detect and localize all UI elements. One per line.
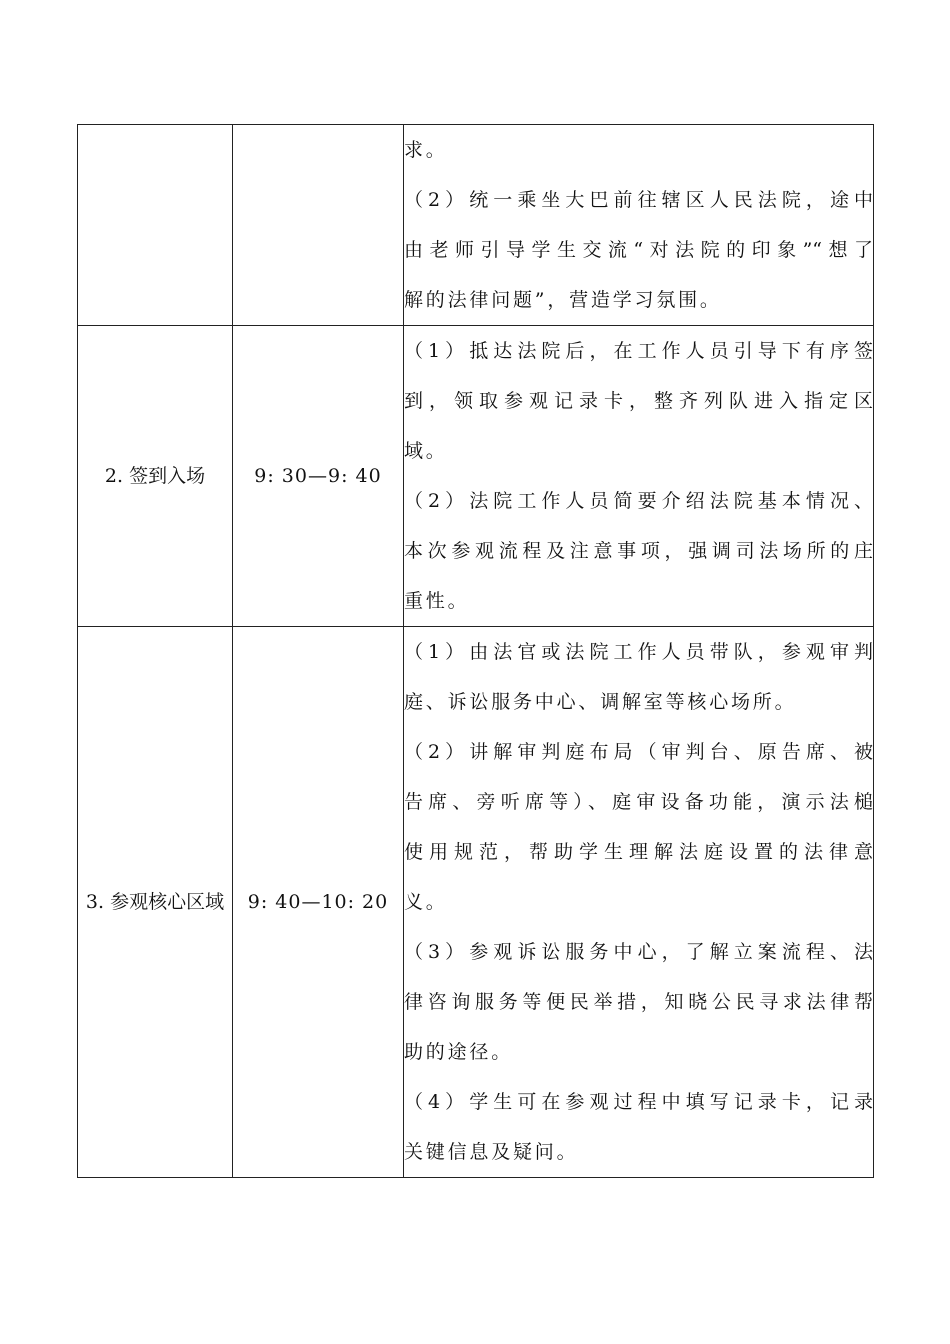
content-line: 重性。 [404, 590, 470, 612]
time-cell [233, 125, 404, 326]
time-cell: 9: 40—10: 20 [233, 627, 404, 1178]
content-line: （1）由法官或法院工作人员带队，参观审判 [404, 641, 873, 663]
content-line: （2）法院工作人员简要介绍法院基本情况、 [404, 490, 873, 512]
content-line: 本次参观流程及注意事项，强调司法场所的庄 [404, 540, 873, 562]
content-line: 庭、诉讼服务中心、调解室等核心场所。 [404, 691, 797, 713]
stage-cell [78, 125, 233, 326]
content-line: 解的法律问题”，营造学习氛围。 [404, 289, 722, 311]
table-row [78, 627, 874, 1178]
content-line: 义。 [404, 891, 448, 913]
content-line: 律咨询服务等便民举措，知晓公民寻求法律帮 [404, 991, 873, 1013]
content-line: （2）统一乘坐大巴前往辖区人民法院，途中 [404, 189, 873, 211]
content-line: （4）学生可在参观过程中填写记录卡，记录 [404, 1091, 873, 1113]
content-line: 求。 [404, 139, 448, 161]
content-line: 使用规范，帮助学生理解法庭设置的法律意 [404, 841, 873, 863]
content-cell [404, 125, 874, 326]
content-line: 告席、旁听席等）、庭审设备功能，演示法槌 [404, 791, 873, 813]
activity-schedule-table [77, 124, 874, 1178]
content-line: （2）讲解审判庭布局（审判台、原告席、被 [404, 741, 873, 763]
content-line: 域。 [404, 440, 448, 462]
time-cell: 9: 30—9: 40 [233, 326, 404, 627]
content-cell [404, 627, 874, 1178]
content-line: 助的途径。 [404, 1041, 514, 1063]
stage-cell: 2. 签到入场 [78, 326, 233, 627]
content-line: （1）抵达法院后，在工作人员引导下有序签 [404, 340, 873, 362]
table-row [78, 125, 874, 326]
content-line: （3）参观诉讼服务中心，了解立案流程、法 [404, 941, 873, 963]
content-cell [404, 326, 874, 627]
table-row [78, 326, 874, 627]
content-line: 关键信息及疑问。 [404, 1141, 579, 1163]
content-line: 到，领取参观记录卡，整齐列队进入指定区 [404, 390, 873, 412]
stage-cell: 3. 参观核心区域 [78, 627, 233, 1178]
content-line: 由老师引导学生交流“对法院的印象”“想了 [404, 239, 873, 261]
